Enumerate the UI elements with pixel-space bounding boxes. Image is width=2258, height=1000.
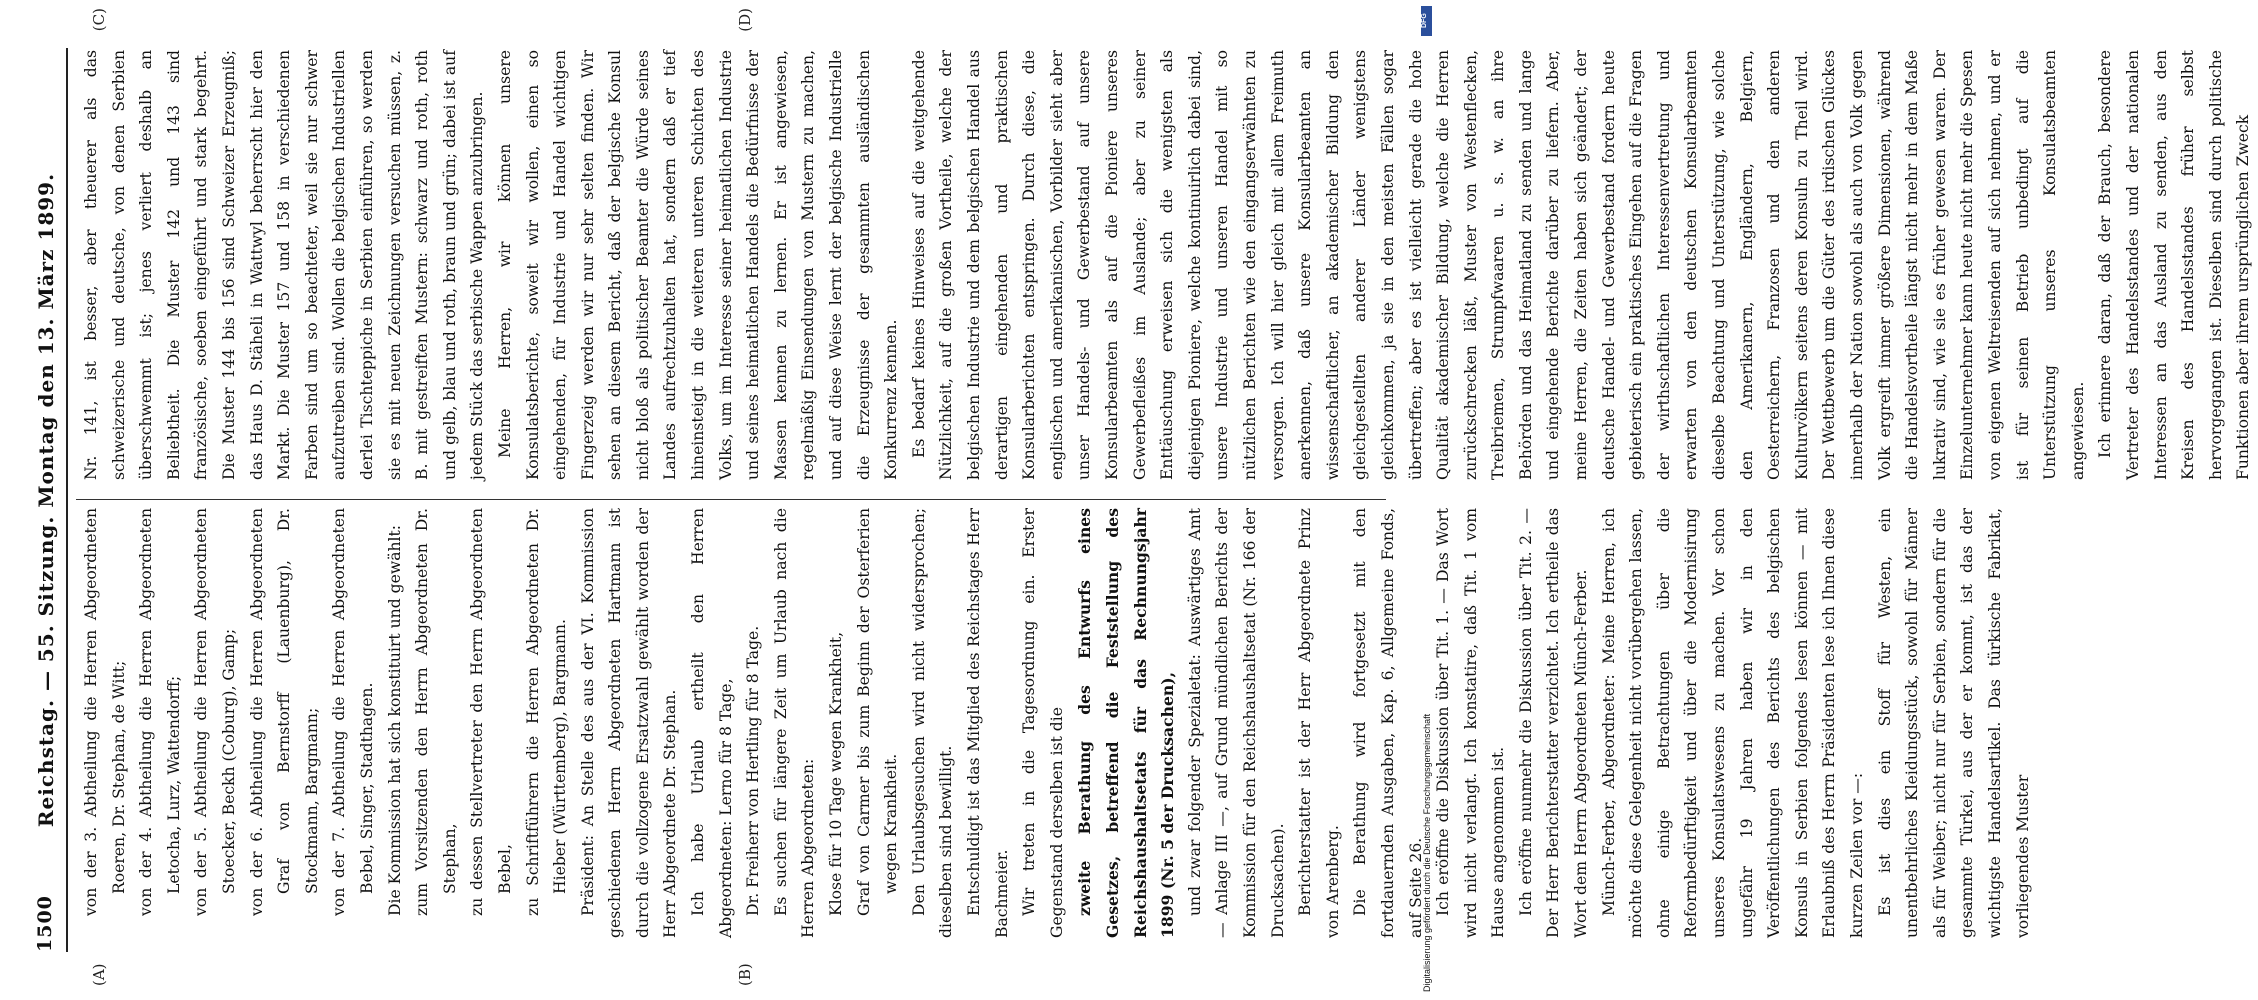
dfg-logo: DFG — [1421, 6, 1432, 36]
paragraph: Es ist dies ein Stoff für Westen, ein unentbehrliches Kleidungsstück, sowohl für Männer als für Weiber; nicht nur für Serbien, sondern für die gesammte Türkei, aus der er kommt, ist das der wichtigste Handelsartikel. Das türkische Fabrikat, vorliegendes Muster — [1875, 508, 2032, 938]
paragraph: Graf von Carmer bis zum Beginn der Osterferien wegen Krankheit. — [854, 508, 901, 916]
paragraph: zu dessen Stellvertreter den Herrn Abgeordneten Bebel, — [468, 508, 514, 916]
paragraph: Nr. 141, ist besser, aber theuerer als das schweizerische und deutsche, von denen Serbien überschwemmt ist; jenes verliert deshalb an Beliebtheit. Die Muster 142 und 143 sind französische, soeben eingeführt und stark begehrt. Die Muster 144 bis 156 sind Schweizer Erzeugniß; das Haus D. Stäheli in Wattwyl beherrscht hier den Markt. Die Muster 157 und 158 in verschiedenen Farben sind um so beachteter, weil sie nur schwer aufzutreiben sind. Wollen die belgischen Industriellen derlei Tischteppiche in Serbien einführen, so werden sie es mit neuen Zeichnungen versuchen müssen, z. B. mit gestreiften Mustern: schwarz und roth, roth und gelb, blau und roth, braun und grün; dabei ist auf jedem Stück das serbische Wappen anzubringen. — [82, 50, 487, 480]
page-number: 1500 — [34, 895, 56, 952]
paragraph: Präsident: An Stelle des aus der VI. Kommission geschiedenen Herrn Abgeordneten Hartmann ist durch die vollzogene Ersatzwahl gewählt worden der Herr Abgeordnete Dr. Stephan. — [578, 508, 680, 938]
paragraph: Klose für 10 Tage wegen Krankheit, — [827, 631, 846, 916]
page-header — [28, 48, 64, 952]
paragraph: von der 7. Abtheilung die Herren Abgeordneten Bebel, Singer, Stadthagen. — [330, 508, 376, 916]
paragraph: zum Vorsitzenden den Herrn Abgeordneten Dr. Stephan, — [413, 508, 459, 916]
paragraph: von der 6. Abtheilung die Herren Abgeordneten Graf von Bernstorff (Lauenburg), Dr. Stockmann, Bargmann; — [247, 508, 321, 916]
paragraph: Es bedarf keines Hinweises auf die weitgehende Nützlichkeit, auf die großen Vortheile, welche der belgischen Industrie und dem belgischen Handel aus derartigen eingehenden und praktischen Konsularberichten entspringen. Durch diese, die englischen und amerikanischen, Vorbilder sieht aber unser Handels- und Gewerbestand auf unsere Konsularbeamten als auf die Pioniere unseres Gewerbefleißes im Auslande; aber zu seiner Enttäuschung erweisen sich die wenigsten als diejenigen Pioniere, welche kontinuirlich dabei sind, unsere Industrie und unseren Handel mit so nützlichen Berichten wie den eingangserwähnten zu versorgen. Ich will hier gleich mit allem Freimuth anerkennen, daß unsere Konsularbeamten an wissenschaftlicher, an akademischer Bildung den gleichgestellten anderer Länder wenigstens gleichkommen, ja sie in den meisten Fällen sogar übertreffen; aber es ist vielleicht gerade die hohe Qualität akademischer Bildung, welche die Herren zurückschrecken läßt, Muster von Westenflecken, Treibriemen, Strumpfwaaren u. s. w. an ihre Behörden und das Heimatland zu senden und lange und eingehende Berichte darüber zu liefern. Aber, meine Herren, die Zeiten haben sich geändert; der deutsche Handel- und Gewerbestand fordern heute gebieterisch ein praktisches Eingehen auf die Fragen der wirthschaftlichen Interessenvertretung und erwarten von den deutschen Konsularbeamten dieselbe Beachtung und Unterstützung, wie solche den Amerikanern, Engländern, Belgiern, Oesterreichern, Franzosen und den anderen Kulturvölkern seitens deren Konsuln zu Theil wird. Der Wettbewerb um die Güter des irdischen Glückes innerhalb der Nation sowohl als auch von Volk gegen Volk ergreift immer größere Dimensionen, während die Handelsvortheile längst nicht mehr in dem Maße lukrativ sind, wie sie es früher gewesen waren. Der Einzelunternehmer kann heute nicht mehr die Spesen von eigenen Weltreisenden auf sich nehmen, und er ist für seinen Betrieb unbedingt auf die Unterstützung unseres Konsulatsbeamten angewiesen. — [909, 50, 2087, 480]
paragraph: Ich erinnere daran, daß der Brauch, besondere Vertreter des Handelsstandes und der nationalen Interessen an das Ausland zu senden, aus den Kreisen des Handelsstandes früher selbst hervorgegangen ist. Dieselben sind durch politische Funktionen aber ihrem ursprünglichen Zweck — [2096, 50, 2253, 480]
paragraph: zweite Berathung des Entwurfs eines Gesetzes, betreffend die Feststellung des Reichshaushaltsetats für das Rechnungsjahr 1899 (Nr. 5 der Drucksachen), — [1075, 508, 1178, 938]
paragraph: Dr. Freiherr von Hertling für 8 Tage. — [744, 625, 763, 916]
paragraph: Entschuldigt ist das Mitglied des Reichstages Herr Bachmeier. — [965, 508, 1011, 938]
paragraph: Die Kommission hat sich konstituirt und gewählt: — [385, 524, 404, 916]
column-divider — [76, 499, 1386, 500]
margin-letter-c: (C) — [90, 8, 108, 32]
margin-letter-b: (B) — [736, 963, 754, 986]
paragraph: von der 3. Abtheilung die Herren Abgeordneten Roeren, Dr. Stephan, de Witt; — [82, 508, 128, 916]
paragraph: Ich habe Urlaub ertheilt den Herren Abgeordneten: Lerno für 8 Tage, — [689, 508, 735, 938]
digitization-credit: Digitalisierung gefördert durch die Deutsche Forschungsgemeinschaft — [1422, 713, 1432, 992]
paragraph: zu Schriftführern die Herren Abgeordneten Dr. Hieber (Württemberg), Bargmann. — [523, 508, 570, 916]
paragraph: Es suchen für längere Zeit um Urlaub nach die Herren Abgeordneten: — [771, 508, 818, 938]
paragraph: Berichterstatter ist der Herr Abgeordnete Prinz von Arenberg. — [1296, 508, 1342, 938]
header-rule — [66, 48, 68, 952]
paragraph: Ich eröffne nunmehr die Diskussion über Tit. 2. — Der Herr Berichterstatter verzichtet. Ich ertheile das Wort dem Herrn Abgeordneten Münch-Ferber. — [1516, 508, 1591, 938]
right-column — [78, 50, 2253, 480]
margin-letter-a: (A) — [90, 963, 108, 986]
paragraph: Die Berathung wird fortgesetzt mit den fortdauernden Ausgaben, Kap. 6, Allgemeine Fonds, auf Seite 26. — [1351, 508, 1425, 938]
margin-letter-d: (D) — [736, 8, 754, 32]
paragraph: von der 4. Abtheilung die Herren Abgeordneten Letocha, Lurz, Wattendorff; — [137, 508, 183, 916]
paragraph: Münch-Ferber, Abgeordneter: Meine Herren, ich möchte diese Gelegenheit nicht vorübergehen lassen, ohne einige Betrachtungen über die Reformbedürftigkeit und über die Modernisirung unseres Konsulatswesens zu machen. Vor schon ungefähr 19 Jahren haben wir in den Veröffentlichungen des Berichts des belgischen Konsuls in Serbien folgendes lesen können — mit Erlaubniß des Herrn Präsidenten lese ich Ihnen diese kurzen Zeilen vor —: — [1599, 508, 1866, 938]
paragraph: Meine Herren, wir können unsere Konsulatsberichte, soweit wir wollen, einen so eingehenden, für Industrie und Handel wichtigen Fingerzeig werden wir nur sehr selten finden. Wir sehen an diesem Bericht, daß der belgische Konsul nicht bloß als politischer Beamter die Würde seines Landes aufrechtzuhalten hat, sondern daß er tief hineinsteigt in die weiteren unteren Schichten des Volks, um im Interesse seiner heimatlichen Industrie und seines heimatlichen Handels die Bedürfnisse der Massen kennen zu lernen. Er ist angewiesen, regelmäßig Einsendungen von Mustern zu machen, und auf diese Weise lernt der belgische Industrielle die Erzeugnisse der gesammten ausländischen Konkurrenz kennen. — [495, 50, 901, 480]
running-title: Reichstag. — 55. Sitzung. Montag den 13. März 1899. — [34, 172, 58, 828]
paragraph: Ich eröffne die Diskussion über Tit. 1. — Das Wort wird nicht verlangt. Ich konstatire, daß Tit. 1 vom Hause angenommen ist. — [1434, 508, 1508, 938]
paragraph: von der 5. Abtheilung die Herren Abgeordneten Stoecker, Beckh (Coburg), Gamp; — [192, 508, 238, 916]
paragraph: Wir treten in die Tagesordnung ein. Erster Gegenstand derselben ist die — [1020, 508, 1066, 938]
paragraph: Den Urlaubsgesuchen wird nicht widersprochen; dieselben sind bewilligt. — [909, 508, 956, 938]
paragraph: und zwar folgender Spezialetat: Auswärtiges Amt — Anlage III —, auf Grund mündlichen Berichts der Kommission für den Reichshaushaltsetat (Nr. 166 der Drucksachen). — [1185, 508, 1287, 938]
